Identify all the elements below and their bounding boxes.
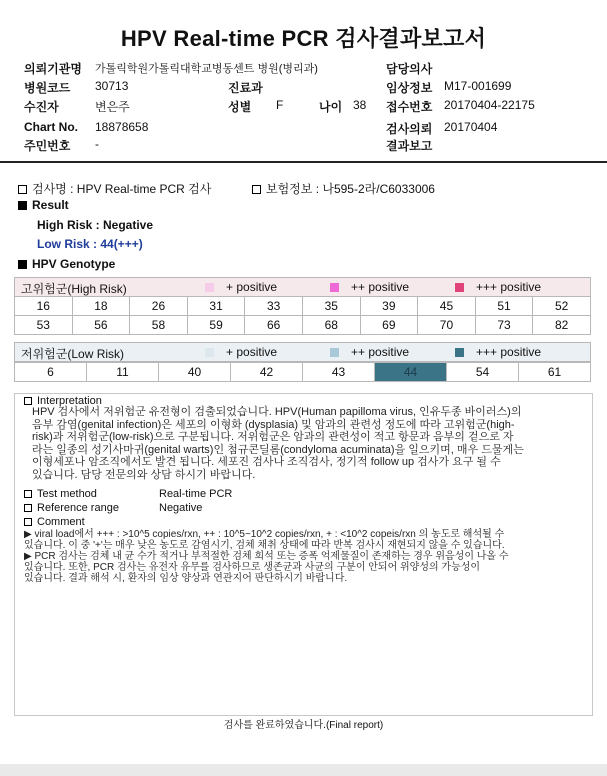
test-name-row bbox=[18, 180, 211, 197]
genotype-cell: 56 bbox=[72, 316, 130, 335]
bottom-bar bbox=[0, 764, 607, 776]
genotype-cell: 33 bbox=[245, 297, 303, 316]
checkbox-icon bbox=[252, 185, 261, 194]
text-line: risk)과 저위험군(low-risk)으로 구분됩니다. 저위험군은 암과의 관련성이 적고 항문과 음부의 겉으로 자 bbox=[32, 431, 514, 443]
genotype-cell: 69 bbox=[360, 316, 418, 335]
high-risk-header bbox=[14, 277, 591, 297]
genotype-cell: 73 bbox=[475, 316, 533, 335]
interpretation-heading: Interpretation bbox=[37, 395, 102, 407]
low-risk-header bbox=[14, 342, 591, 362]
receipt-label: 접수번호 bbox=[386, 100, 433, 114]
clinical-info-label: 임상정보 bbox=[386, 81, 433, 95]
legend-plus-plus: ++ positive bbox=[330, 280, 409, 294]
interpretation-text bbox=[32, 406, 584, 481]
genotype-cell: 6 bbox=[15, 363, 87, 382]
genotype-cell: 66 bbox=[245, 316, 303, 335]
checkbox-icon bbox=[24, 397, 32, 405]
chart-no-label: Chart No. bbox=[24, 120, 78, 134]
test-method-row bbox=[24, 488, 97, 500]
insurance-row bbox=[252, 180, 435, 197]
sex-value: F bbox=[276, 98, 284, 112]
legend-swatch bbox=[455, 348, 464, 357]
header-divider bbox=[0, 161, 607, 163]
legend-plus: + positive bbox=[205, 280, 277, 294]
genotype-cell: 54 bbox=[447, 363, 519, 382]
genotype-cell: 42 bbox=[231, 363, 303, 382]
high-risk-result: High Risk : Negative bbox=[37, 218, 154, 232]
patient-value: 변은주 bbox=[95, 100, 130, 114]
text-line: HPV 검사에서 저위험군 유전형이 검출되었습니다. HPV(Human papilloma virus, 인유두종 바이러스)의 bbox=[32, 406, 522, 418]
legend-swatch bbox=[330, 283, 339, 292]
genotype-cell: 45 bbox=[418, 297, 476, 316]
result-heading: Result bbox=[32, 198, 69, 212]
genotype-section bbox=[18, 257, 115, 271]
request-label: 검사의뢰 bbox=[386, 122, 433, 136]
text-line: 있습니다. 이 중 '+'는 매우 낮은 농도로 감염시기, 검체 채취 상태에 따라 반복 검사시 재현되지 않을 수 있습니다. bbox=[24, 540, 505, 551]
test-name: 검사명 : HPV Real-time PCR 검사 bbox=[32, 182, 212, 196]
text-line: 있습니다. 결과 해석 시, 환자의 임상 양상과 연관지어 판단하시기 바랍니다. bbox=[24, 573, 348, 584]
patient-label: 수진자 bbox=[24, 100, 59, 114]
text-line: 이형세포나 암조직에서도 발견 됩니다. 세포진 검사나 조직검사, 정기적 follow up 검사가 요구 될 수 bbox=[32, 456, 501, 468]
genotype-heading: HPV Genotype bbox=[32, 257, 116, 271]
bullet-icon bbox=[18, 201, 27, 210]
genotype-cell: 44 bbox=[375, 363, 447, 382]
genotype-cell: 51 bbox=[475, 297, 533, 316]
reference-range-row bbox=[24, 502, 119, 514]
report-label: 결과보고 bbox=[386, 139, 433, 153]
genotype-cell: 43 bbox=[303, 363, 375, 382]
final-report-note: 검사를 완료하였습니다.(Final report) bbox=[223, 720, 384, 731]
legend-plus-plus: ++ positive bbox=[330, 345, 409, 359]
genotype-cell: 16 bbox=[15, 297, 73, 316]
bullet-icon bbox=[18, 260, 27, 269]
genotype-cell: 59 bbox=[187, 316, 245, 335]
reference-range-value: Negative bbox=[159, 502, 203, 514]
genotype-cell: 61 bbox=[519, 363, 591, 382]
legend-swatch bbox=[455, 283, 464, 292]
result-section bbox=[18, 198, 69, 212]
legend-swatch bbox=[330, 348, 339, 357]
resident-id-value: - bbox=[95, 137, 99, 151]
resident-id-label: 주민번호 bbox=[24, 139, 71, 153]
comment-label: Comment bbox=[37, 516, 85, 528]
text-line: 있습니다. 담당 전문의와 상담 하시기 바랍니다. bbox=[32, 468, 256, 481]
genotype-cell: 26 bbox=[130, 297, 188, 316]
insurance-info: 보험정보 : 나595-2라/C6033006 bbox=[266, 182, 435, 196]
reference-range-label: Reference range bbox=[37, 502, 119, 514]
genotype-cell: 82 bbox=[533, 316, 591, 335]
comment-row bbox=[24, 516, 85, 528]
text-line: ▶ PCR 검사는 검체 내 균 수가 적거나 부적절한 검체 희석 또는 증폭 억제물질이 존재하는 경우 위음성이 나올 수 bbox=[24, 551, 509, 562]
text-line: ▶ viral load에서 +++ : >10^5 copies/rxn, ++ : 10^5~10^2 copies/rxn, + : <10^2 copeis/rxn 의 농도로 해석될 수 bbox=[24, 529, 505, 540]
chart-no-value: 18878658 bbox=[95, 120, 149, 134]
department-label: 진료과 bbox=[228, 81, 263, 95]
genotype-cell: 40 bbox=[159, 363, 231, 382]
table-row bbox=[15, 316, 591, 335]
hospital-code-label: 병원코드 bbox=[24, 81, 71, 95]
legend-plus: + positive bbox=[205, 345, 277, 359]
genotype-cell: 68 bbox=[302, 316, 360, 335]
low-risk-table bbox=[14, 362, 591, 382]
high-risk-table bbox=[14, 296, 591, 335]
test-method-label: Test method bbox=[37, 488, 97, 500]
genotype-cell: 31 bbox=[187, 297, 245, 316]
receipt-value: 20170404-22175 bbox=[444, 98, 535, 112]
low-risk-label: 저위험군(Low Risk) bbox=[21, 347, 125, 361]
text-line: 라는 일종의 성기사마귀(genital warts)인 첨규콘딜롬(condyloma acuminata)을 일으키며, 매우 드물게는 bbox=[32, 443, 524, 456]
genotype-cell: 70 bbox=[418, 316, 476, 335]
genotype-cell: 52 bbox=[533, 297, 591, 316]
genotype-cell: 11 bbox=[87, 363, 159, 382]
age-value: 38 bbox=[353, 98, 367, 112]
text-line: 있습니다. 또한, PCR 검사는 유전자 유무를 검사하므로 생존균과 사균의 구분이 안되어 위양성의 가능성이 bbox=[24, 562, 481, 573]
genotype-cell: 53 bbox=[15, 316, 73, 335]
clinical-info-value: M17-001699 bbox=[444, 79, 512, 93]
legend-plus-plus-plus: +++ positive bbox=[455, 345, 541, 359]
high-risk-label: 고위험군(High Risk) bbox=[21, 282, 127, 296]
genotype-cell: 58 bbox=[130, 316, 188, 335]
legend-plus-plus-plus: +++ positive bbox=[455, 280, 541, 294]
text-line: 음부 감염(genital infection)은 세포의 이형화 (dysplasia) 및 암과의 관련성 정도에 따라 고위험군(high- bbox=[32, 418, 515, 431]
genotype-cell: 39 bbox=[360, 297, 418, 316]
low-risk-result: Low Risk : 44(+++) bbox=[37, 237, 143, 251]
sex-label: 성별 bbox=[228, 100, 252, 114]
report-title: HPV Real-time PCR 검사결과보고서 bbox=[120, 26, 487, 51]
comment-text bbox=[24, 529, 584, 584]
table-row bbox=[15, 297, 591, 316]
checkbox-icon bbox=[24, 490, 32, 498]
checkbox-icon bbox=[24, 504, 32, 512]
age-label: 나이 bbox=[319, 100, 343, 114]
table-row bbox=[15, 363, 591, 382]
genotype-cell: 35 bbox=[302, 297, 360, 316]
doctor-label: 담당의사 bbox=[386, 62, 433, 76]
legend-swatch bbox=[205, 283, 214, 292]
institution-value: 가톨릭학원가톨릭대학교병동센트 병원(병리과) bbox=[95, 63, 318, 75]
institution-label: 의뢰기관명 bbox=[24, 62, 82, 76]
checkbox-icon bbox=[24, 518, 32, 526]
hospital-code-value: 30713 bbox=[95, 79, 129, 93]
checkbox-icon bbox=[18, 185, 27, 194]
test-method-value: Real-time PCR bbox=[159, 488, 233, 500]
legend-swatch bbox=[205, 348, 214, 357]
request-value: 20170404 bbox=[444, 120, 498, 134]
genotype-cell: 18 bbox=[72, 297, 130, 316]
